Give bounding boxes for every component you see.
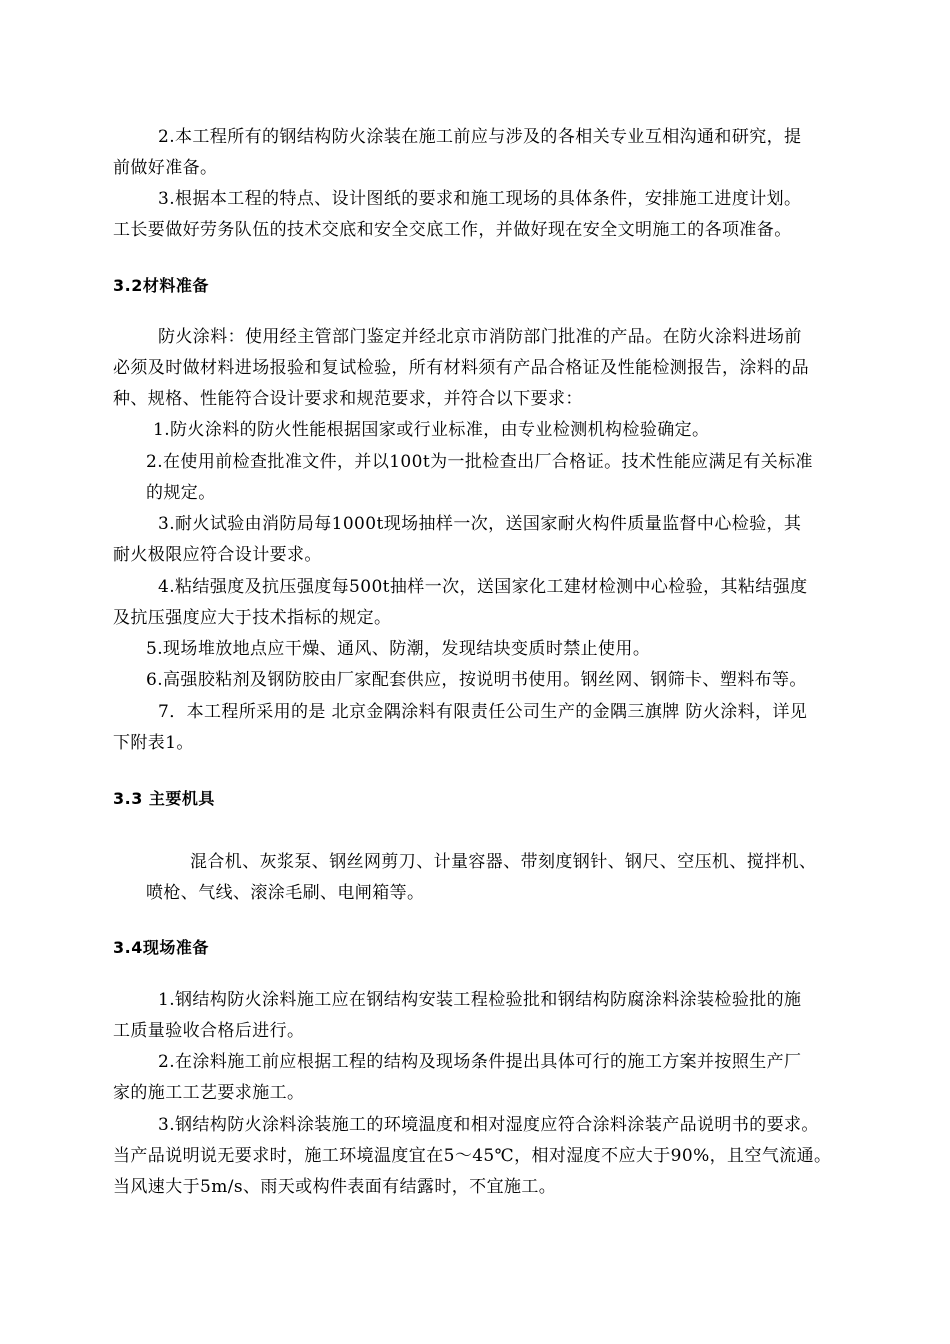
section-heading-site: 3.4现场准备 xyxy=(113,938,209,957)
paragraph-line: 混合机、灰浆泵、钢丝网剪刀、计量容器、带刻度钢针、钢尺、空压机、搅拌机、 xyxy=(190,852,817,872)
list-item-continuation: 下附表1。 xyxy=(113,733,194,753)
list-item: 3.耐火试验由消防局每1000t现场抽样一次，送国家耐火构件质量监督中心检验，其 xyxy=(158,514,802,534)
list-item-continuation: 及抗压强度应大于技术指标的规定。 xyxy=(113,608,392,628)
paragraph-line: 家的施工工艺要求施工。 xyxy=(113,1083,305,1103)
list-item-continuation: 的规定。 xyxy=(146,483,216,503)
list-item: 2.在使用前检查批准文件，并以100t为一批检查出厂合格证。技术性能应满足有关标准 xyxy=(146,452,813,472)
paragraph-line: 当风速大于5m/s、雨天或构件表面有结露时，不宜施工。 xyxy=(113,1177,557,1197)
paragraph-line: 前做好准备。 xyxy=(113,158,218,178)
list-item: 1.防火涂料的防火性能根据国家或行业标准，由专业检测机构检验确定。 xyxy=(153,420,710,440)
paragraph-line: 3.根据本工程的特点、设计图纸的要求和施工现场的具体条件，安排施工进度计划。 xyxy=(158,189,802,209)
section-heading-tools: 3.3 主要机具 xyxy=(113,789,215,808)
list-item: 4.粘结强度及抗压强度每500t抽样一次，送国家化工建材检测中心检验，其粘结强度 xyxy=(158,577,808,597)
paragraph-line: 2.本工程所有的钢结构防火涂装在施工前应与涉及的各相关专业互相沟通和研究，提 xyxy=(158,127,802,147)
paragraph-line: 2.在涂料施工前应根据工程的结构及现场条件提出具体可行的施工方案并按照生产厂 xyxy=(158,1052,802,1072)
paragraph-line: 工长要做好劳务队伍的技术交底和安全交底工作，并做好现在安全文明施工的各项准备。 xyxy=(113,220,792,240)
list-item-continuation: 耐火极限应符合设计要求。 xyxy=(113,545,322,565)
paragraph-line: 3.钢结构防火涂料涂装施工的环境温度和相对湿度应符合涂料涂装产品说明书的要求。 xyxy=(158,1115,819,1135)
section-heading-materials: 3.2材料准备 xyxy=(113,276,209,295)
list-item: 7．本工程所采用的是 北京金隅涂料有限责任公司生产的金隅三旗牌 防火涂料，详见 xyxy=(158,702,808,722)
paragraph-line: 种、规格、性能符合设计要求和规范要求，并符合以下要求： xyxy=(113,389,583,409)
paragraph-line: 喷枪、气线、滚涂毛刷、电闸箱等。 xyxy=(146,883,425,903)
list-item: 5.现场堆放地点应干燥、通风、防潮，发现结块变质时禁止使用。 xyxy=(146,639,651,659)
paragraph-line: 必须及时做材料进场报验和复试检验，所有材料须有产品合格证及性能检测报告，涂料的品 xyxy=(113,358,809,378)
list-item: 6.高强胶粘剂及钢防胶由厂家配套供应，按说明书使用。钢丝网、钢筛卡、塑料布等。 xyxy=(146,670,807,690)
paragraph-line: 工质量验收合格后进行。 xyxy=(113,1021,305,1041)
paragraph-line: 防火涂料：使用经主管部门鉴定并经北京市消防部门批准的产品。在防火涂料进场前 xyxy=(158,327,802,347)
paragraph-line: 1.钢结构防火涂料施工应在钢结构安装工程检验批和钢结构防腐涂料涂装检验批的施 xyxy=(158,990,802,1010)
paragraph-line: 当产品说明说无要求时，施工环境温度宜在5～45℃，相对湿度不应大于90%，且空气流通。 xyxy=(113,1146,832,1166)
